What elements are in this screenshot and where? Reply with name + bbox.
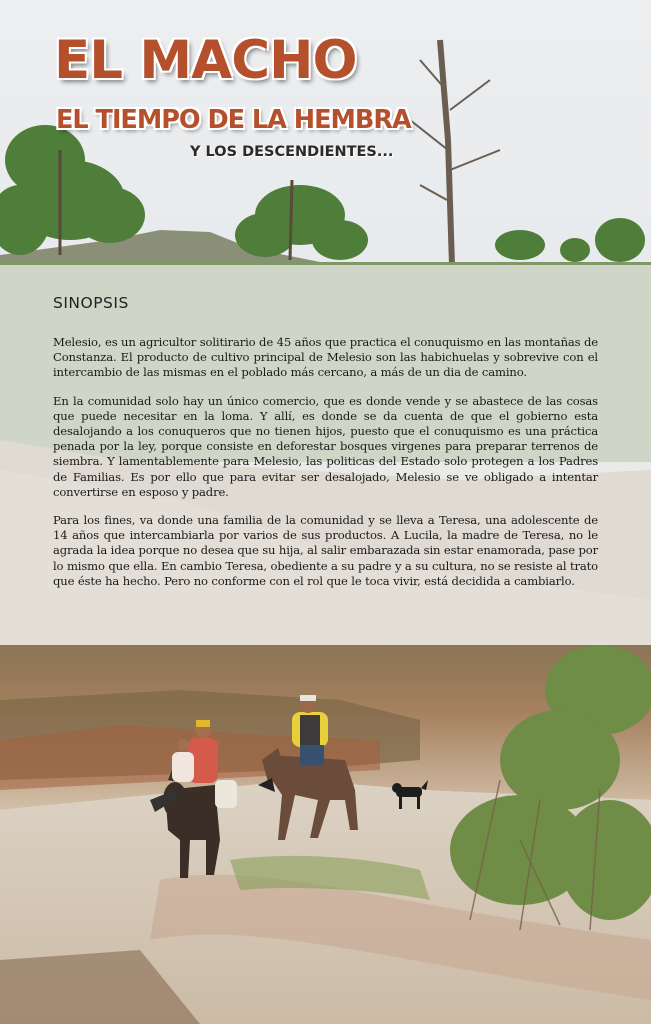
- poster-title: EL MACHO: [54, 30, 357, 91]
- synopsis-paragraph: Melesio, es un agricultor solitirario de 45 años que practica el conuquismo en las montañas de Constanza. El producto de cultivo principal de Melesio son las habichuelas y sobrevive con el intercambio de las mismas en el poblado más cercano, a más de un dia de camino.: [53, 335, 598, 380]
- synopsis-paragraph: Para los fines, va donde una familia de la comunidad y se lleva a Teresa, una adolescente de 14 años que intercambiarla por varios de sus productos. A Lucila, la madre de Teresa, no le agrada la idea porque no desea que su hija, al salir embarazada sin estar enamorada, pase por lo mismo que ella. En cambio Teresa, obediente a su padre y a su cultura, no se resiste al trato que éste ha hecho. Pero no conforme con el rol que le toca vivir, está decidida a cambiarlo.: [53, 513, 598, 588]
- synopsis-heading: SINOPSIS: [53, 294, 129, 312]
- synopsis-body: [53, 335, 598, 602]
- poster-subtitle: EL TIEMPO DE LA HEMBRA: [56, 105, 411, 135]
- poster-tagline: Y LOS DESCENDIENTES...: [190, 144, 394, 160]
- synopsis-paragraph: En la comunidad solo hay un único comercio, que es donde vende y se abastece de las cosas que puede necesitar en la loma. Y allí, es donde se da cuenta de que el gobierno esta desalojando a los conuqueros que no tienen hijos, puesto que el conuquismo es una práctica penada por la ley, porque consiste en deforestar bosques virgenes para preparar terrenos de siembra. Y lamentablemente para Melesio, las politicas del Estado solo protegen a los Padres de Familias. Es por ello que para evitar ser desalojado, Melesio se ve obligado a intentar convertirse en esposo y padre.: [53, 393, 598, 499]
